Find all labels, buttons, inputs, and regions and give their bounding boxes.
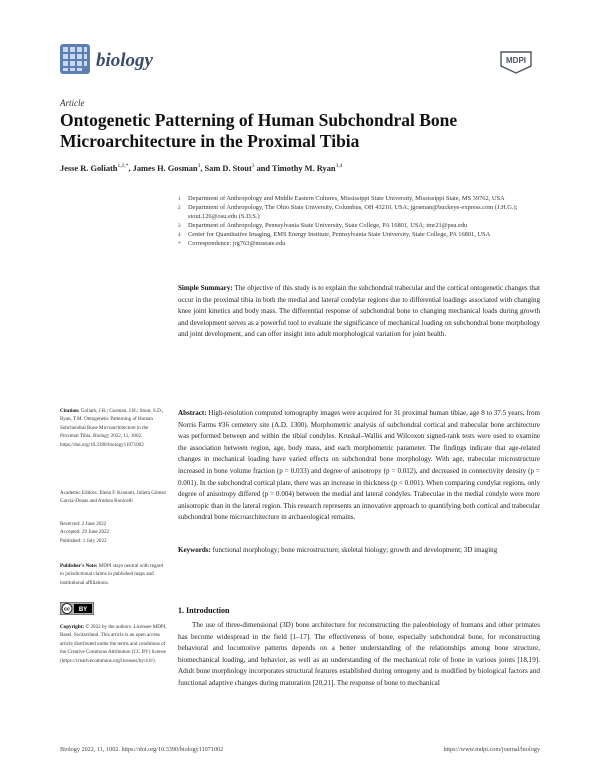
affiliation-number: 2 (178, 204, 181, 211)
affiliation-list (178, 195, 542, 248)
simple-summary-label: Simple Summary: (178, 284, 233, 292)
simple-summary-text: The objective of this study is to explain the subchondral trabecular and the cortical ontogenetic changes that occur in the proximal tibia in both the medial and lateral condylar regions due to differential loadings associated with changing knee joint kinetics and body mass. The differential response of subchondral bone to changing mechanical loads during growth and development serves as a powerful tool to evaluate the significance of mechanical loading on subchondral bone morphology and joint development, and can offer insight into adult morphological variation for joint health. (178, 284, 540, 339)
accepted-date: Accepted: 29 June 2022 (60, 529, 110, 536)
abstract-label: Abstract: (178, 409, 207, 417)
author-list: Jesse R. Goliath$^{1,2,*}$, James H. Gosman$^3$, Sam D. Stout$^3$ and Timothy M. Ryan$^{3,4}$ (60, 163, 343, 173)
affiliation (178, 222, 542, 231)
affiliation-text: Department of Anthropology, Pennsylvania State University, State College, PA 16801, USA; tmr21@psu.edu (188, 221, 468, 229)
author-name: Jesse R. Goliath (60, 163, 118, 173)
author-affil-ref: 3,4 (335, 163, 343, 169)
footer-journal-url[interactable]: https://www.mdpi.com/journal/biology (443, 746, 540, 753)
footer-citation: Biology 2022, 11, 1002. https://doi.org/10.3390/biology11071002 (60, 746, 224, 753)
affiliation-number: * (178, 240, 181, 247)
copyright-block (60, 623, 168, 665)
simple-summary (178, 283, 540, 341)
keywords-text: functional morphology; bone microstructure; skeletal biology; growth and development; 3D imaging (212, 546, 498, 554)
cc-badge-text: cc (63, 606, 71, 613)
author-affil-ref: 1,2,* (117, 163, 129, 169)
citation-label: Citation: (60, 408, 80, 414)
affiliation-text: Department of Anthropology, The Ohio State University, Columbus, OH 43210, USA; jgosman@buckeye-express.com (J.H.G.); stout.126@osu.edu (S.D.S.) (188, 203, 518, 220)
citation-block (60, 407, 168, 449)
biology-journal-logo-icon (60, 44, 90, 74)
affiliation-number: 3 (178, 222, 181, 229)
author-affil-ref: 3 (197, 163, 201, 169)
received-date: Received: 2 June 2022 (60, 521, 107, 527)
section-heading: 1. Introduction (178, 606, 230, 615)
cc-badge-by: BY (78, 607, 88, 613)
mdpi-logo-text: MDPI (506, 56, 526, 65)
introduction-text: The use of three-dimensional (3D) bone architecture for reconstructing the paleobiology of humans and other primates has become widespread in the field [1–17]. The effectiveness of bone, especially subchondral bone, for reconstructing behavioral and locomotive patterns depends on a better understanding of the relationships among bone structure, biomechanical loading, and behavior, as well as an understanding of the mechanical role of bone in various joints [18,19]. Adult bone morphology incorporates structural features established during ontogeny and is modified by biological factors and functional adaptive changes during maturation [20,21]. The response of bone to mechanical (178, 621, 540, 687)
publisher-note-text: MDPI stays neutral with regard to jurisdictional claims in published maps and institutional affiliations. (60, 563, 164, 586)
copyright-text: © 2022 by the authors. Licensee MDPI, Basel, Switzerland. This article is an open access article distributed under the terms and conditions of the Creative Commons Attribution (CC BY) license (https://creativecommons.org/licenses/by/4.0/). (60, 624, 167, 664)
correspondence-text: Correspondence: jrg763@msstate.edu (188, 239, 286, 247)
article-type: Article (60, 98, 85, 108)
publication-dates (60, 520, 168, 545)
journal-name: biology (96, 50, 153, 71)
copyright-label: Copyright: (60, 624, 85, 630)
author-affil-ref: 3 (251, 163, 255, 169)
author-name: Sam D. Stout (204, 163, 252, 173)
abstract (178, 408, 540, 524)
mdpi-logo-icon (497, 50, 535, 74)
article-title: Ontogenetic Patterning of Human Subchondral Bone Microarchitecture in the Proximal Tibia (60, 110, 458, 151)
affiliation (178, 231, 542, 240)
affiliation-text: Center for Quantitative Imaging, EMS Energy Institute, Pennsylvania State University, State College, PA 16801, USA (188, 230, 491, 238)
citation-text: Goliath, J.R.; Gosman, J.H.; Stout, S.D.; Ryan, T.M. Ontogenetic Patterning of Human Subchondral Bone Microarchitecture in the Proximal Tibia. Biology 2022, 11, 1002. https://doi.org/10.3390/biology11071002 (60, 408, 164, 448)
academic-editors: Academic Editors: Elena F. Kranioti, Julieta Gómez García-Donas and Andrea Bonicelli (60, 490, 166, 505)
affiliation (178, 240, 542, 249)
abstract-text: High-resolution computed tomography images were acquired for 31 proximal human tibiae, age 8 to 37.5 years, from Norris Farms #36 cemetery site (A.D. 1300). Morphometric analysis of subchondral cortical and trabecular bone architecture was performed between and within the tibial condyles. Kruskal–Wallis and Wilcoxon signed-rank tests were used to examine the association between region, age, body mass, and each morphometric parameter. The findings indicate that age-related changes in mechanical loading have varied effects on subchondral bone morphology. With age, trabecular microstructure increased in bone volume fraction (p = 0.033) and degree of anisotropy (p = 0.012), and decreased in connectivity density (p = 0.001). In the subchondral cortical plate, there was an increase in thickness (p < 0.001). When comparing condylar regions, only degree of anisotropy differed (p = 0.004) between the medial and lateral condyles. Trabeculae in the medial condyle were more anisotropic than in the lateral region. This research represents an innovative approach to quantifying both cortical and trabecular subchondral bone microarchitecture in archaeological remains. (178, 409, 541, 522)
affiliation (178, 204, 542, 222)
author-name: James H. Gosman (132, 163, 198, 173)
affiliation-number: 4 (178, 231, 181, 238)
affiliation-number: 1 (178, 196, 181, 202)
published-date: Published: 1 July 2022 (60, 537, 107, 544)
affiliation (178, 195, 542, 204)
affiliation-text: Department of Anthropology and Middle Eastern Cultures, Mississippi State University, Mississippi State, MS 39762, USA (188, 195, 505, 202)
keywords-label: Keywords: (178, 546, 211, 554)
author-name: Timothy M. Ryan (272, 163, 336, 173)
publisher-note (60, 562, 168, 587)
publisher-note-label: Publisher's Note: (60, 563, 98, 569)
keywords (178, 545, 540, 557)
cc-by-license-icon[interactable] (60, 602, 94, 615)
